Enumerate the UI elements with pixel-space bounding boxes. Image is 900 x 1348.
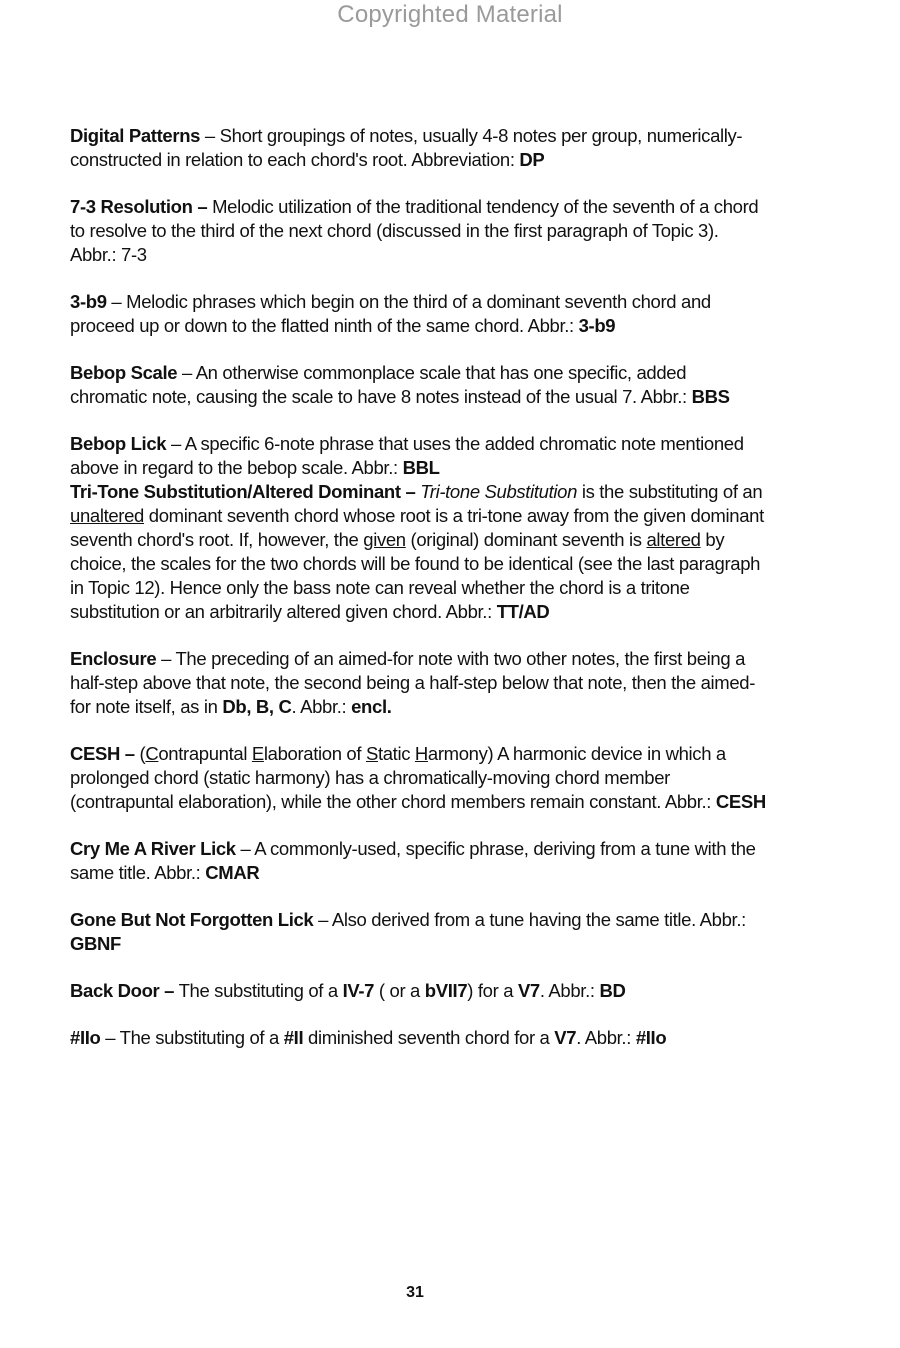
entry-abbreviation: BD <box>599 980 626 1001</box>
entry-separator: – <box>166 433 185 454</box>
entry-underlined-word: altered <box>646 529 701 550</box>
entry-definition: A harmonic device in which a prolonged chord (static harmony) has a chromatically-moving chord member (contrapuntal elaboration), while the other chord members remain constant. Abbr.: <box>70 743 726 812</box>
glossary-entry-7-3-resolution <box>70 195 766 267</box>
entry-example: Db, B, C <box>222 696 292 717</box>
glossary-entry-cry-me-a-river-lick <box>70 837 766 885</box>
entry-term: Tri-Tone Substitution/Altered Dominant – <box>70 481 416 502</box>
entry-separator: – <box>313 909 332 930</box>
entry-chord: V7 <box>554 1027 577 1048</box>
entry-definition: (original) dominant seventh is <box>405 529 647 550</box>
entry-definition: tatic <box>377 743 415 764</box>
entry-abbreviation: 3-b9 <box>578 315 616 336</box>
entry-definition: . Abbr.: <box>576 1027 636 1048</box>
entry-definition: by choice, the scales for the two chords will be found to be identical (see the last paragraph in Topic 12). Hence only the bass note can reveal whether the chord is a tritone substitution or an arbitrarily altered given chord. Abbr.: <box>70 529 761 622</box>
acronym-letter: E <box>251 743 264 764</box>
entry-abbreviation: TT/AD <box>496 601 550 622</box>
entry-definition: laboration of <box>263 743 366 764</box>
glossary-entry-sharp-two-diminished <box>70 1026 766 1050</box>
acronym-letter: C <box>145 743 159 764</box>
entry-abbreviation: CESH <box>715 791 766 812</box>
entry-term: Back Door – <box>70 980 175 1001</box>
entry-term: Gone But Not Forgotten Lick <box>70 909 314 930</box>
glossary <box>70 124 766 1073</box>
entry-term: 7-3 Resolution – <box>70 196 208 217</box>
entry-separator: – <box>235 838 255 859</box>
entry-term: Bebop Lick <box>70 433 167 454</box>
entry-definition: diminished seventh chord for a <box>303 1027 555 1048</box>
glossary-entry-bebop-lick <box>70 432 766 480</box>
entry-chord: bVII7 <box>424 980 468 1001</box>
entry-definition: Melodic utilization of the traditional tendency of the seventh of a chord to resolve to the third of the next chord (discussed in the first paragraph of Topic 3). Abbr.: 7-3 <box>70 196 759 265</box>
entry-definition: Short groupings of notes, usually 4-8 notes per group, numerically-constructed in relation to each chord's root. Abbreviation: <box>70 125 743 170</box>
entry-definition: ( or a <box>374 980 425 1001</box>
entry-term: Enclosure <box>70 648 157 669</box>
entry-separator: – <box>200 125 220 146</box>
entry-definition: ( <box>134 743 146 764</box>
entry-definition: – The substituting of a <box>100 1027 284 1048</box>
acronym-letter: H <box>414 743 428 764</box>
page-number: 31 <box>406 1284 424 1301</box>
entry-abbreviation: CMAR <box>205 862 260 883</box>
entry-definition: Also derived from a tune having the same title. Abbr.: <box>331 909 746 930</box>
entry-definition: armony) <box>427 743 494 764</box>
entry-italic-term: Tri-tone Substitution <box>420 481 578 502</box>
entry-term: #IIo <box>70 1027 101 1048</box>
entry-abbreviation: #IIo <box>635 1027 667 1048</box>
entry-abbreviation: DP <box>519 149 545 170</box>
entry-definition: dominant seventh chord whose root is a tri-tone away from the given dominant seventh chord's root. If, however, the <box>70 505 764 550</box>
entry-chord: IV-7 <box>342 980 375 1001</box>
entry-separator: – <box>177 362 196 383</box>
entry-chord: #II <box>283 1027 304 1048</box>
entry-abbreviation: GBNF <box>70 933 122 954</box>
entry-definition: is the substituting of an <box>577 481 763 502</box>
entry-definition: . Abbr.: <box>539 980 600 1001</box>
acronym-letter: S <box>365 743 378 764</box>
entry-term: CESH – <box>70 743 135 764</box>
entry-abbreviation: BBL <box>402 457 440 478</box>
entry-definition: An otherwise commonplace scale that has one specific, added chromatic note, causing the scale to have 8 notes instead of the usual 7. Abbr.: <box>70 362 692 407</box>
glossary-entry-gone-but-not-forgotten-lick <box>70 908 766 956</box>
entry-term: Cry Me A River Lick <box>70 838 236 859</box>
entry-term: 3-b9 <box>70 291 107 312</box>
entry-definition: ) for a <box>467 980 518 1001</box>
entry-definition: A specific 6-note phrase that uses the added chromatic note mentioned above in regard to the bebop scale. Abbr.: <box>70 433 744 478</box>
entry-separator: – <box>156 648 176 669</box>
glossary-entry-cesh <box>70 742 766 814</box>
entry-definition: . Abbr.: <box>291 696 352 717</box>
glossary-entry-enclosure <box>70 647 766 719</box>
entry-definition: The substituting of a <box>174 980 343 1001</box>
entry-chord: V7 <box>517 980 540 1001</box>
entry-abbreviation: encl. <box>351 696 392 717</box>
glossary-entry-bebop-scale <box>70 361 766 409</box>
glossary-entry-digital-patterns <box>70 124 766 172</box>
entry-abbreviation: BBS <box>691 386 730 407</box>
entry-separator: – <box>106 291 127 312</box>
entry-definition: The preceding of an aimed-for note with two other notes, the first being a half-step above that note, the second being a half-step below that note, then the aimed-for note itself, as in <box>70 648 756 717</box>
entry-definition: Melodic phrases which begin on the third of a dominant seventh chord and proceed up or down to the flatted ninth of the same chord. Abbr.: <box>70 291 711 336</box>
entry-term: Bebop Scale <box>70 362 178 383</box>
glossary-entry-back-door <box>70 979 766 1003</box>
entry-definition: ontrapuntal <box>158 743 252 764</box>
entry-underlined-word: given <box>363 529 406 550</box>
entry-term: Digital Patterns <box>70 125 201 146</box>
glossary-entry-3-b9 <box>70 290 766 338</box>
glossary-entry-tritone-substitution <box>70 480 766 624</box>
entry-definition: A commonly-used, specific phrase, deriving from a tune with the same title. Abbr.: <box>70 838 756 883</box>
copyright-watermark: Copyrighted Material <box>337 1 563 28</box>
entry-underlined-word: unaltered <box>70 505 144 526</box>
